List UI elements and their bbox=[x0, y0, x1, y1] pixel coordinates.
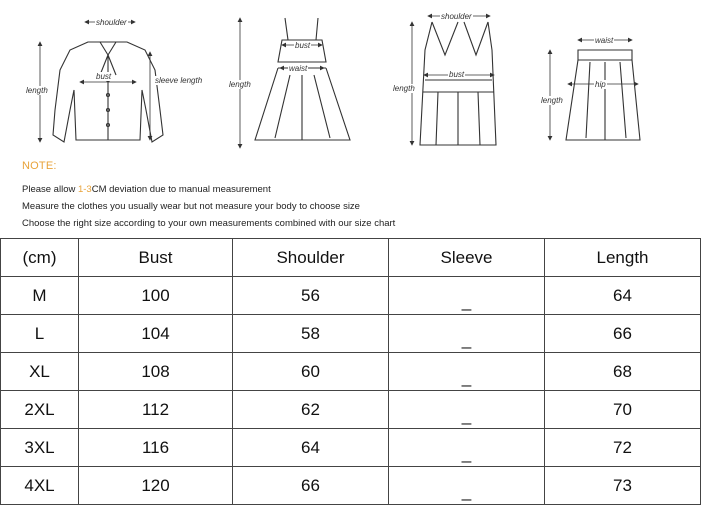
table-row bbox=[1, 467, 701, 505]
label-tank-bust: bust bbox=[449, 70, 465, 79]
cell-length: 72 bbox=[545, 429, 701, 467]
cell-length: 66 bbox=[545, 315, 701, 353]
cell-sleeve bbox=[389, 277, 545, 315]
sleeve-value: _ bbox=[461, 405, 472, 425]
cell-shoulder: 58 bbox=[233, 315, 389, 353]
cell-size: 4XL bbox=[1, 467, 79, 505]
table-row bbox=[1, 391, 701, 429]
label-sleeve-length: sleeve length bbox=[155, 76, 203, 85]
table-header-row bbox=[1, 239, 701, 277]
cell-length: 73 bbox=[545, 467, 701, 505]
label-skirt-length: length bbox=[541, 96, 563, 105]
label-skirt-hip: hip bbox=[595, 80, 606, 89]
cell-length: 68 bbox=[545, 353, 701, 391]
cell-length: 64 bbox=[545, 277, 701, 315]
label-shoulder: shoulder bbox=[96, 18, 127, 27]
label-dress-length: length bbox=[229, 80, 251, 89]
cell-bust: 100 bbox=[79, 277, 233, 315]
cell-sleeve bbox=[389, 429, 545, 467]
note-line-1-after: CM deviation due to manual measurement bbox=[91, 184, 271, 195]
cell-bust: 108 bbox=[79, 353, 233, 391]
note-line-1-highlight: 1-3 bbox=[77, 184, 92, 195]
blouse-arrows bbox=[40, 22, 150, 142]
header-sleeve: Sleeve bbox=[389, 239, 545, 277]
table-row bbox=[1, 353, 701, 391]
cell-sleeve bbox=[389, 315, 545, 353]
cell-shoulder: 64 bbox=[233, 429, 389, 467]
cell-sleeve bbox=[389, 391, 545, 429]
blouse-drawing bbox=[53, 42, 163, 142]
cell-shoulder: 60 bbox=[233, 353, 389, 391]
cell-shoulder: 62 bbox=[233, 391, 389, 429]
size-chart-table bbox=[0, 238, 701, 505]
sleeve-value: _ bbox=[461, 443, 472, 463]
table-row bbox=[1, 429, 701, 467]
label-skirt-waist: waist bbox=[595, 36, 614, 45]
cell-size: XL bbox=[1, 353, 79, 391]
cell-sleeve bbox=[389, 353, 545, 391]
cell-size: 2XL bbox=[1, 391, 79, 429]
table-row bbox=[1, 315, 701, 353]
header-shoulder: Shoulder bbox=[233, 239, 389, 277]
cell-bust: 112 bbox=[79, 391, 233, 429]
cell-bust: 120 bbox=[79, 467, 233, 505]
cell-shoulder: 56 bbox=[233, 277, 389, 315]
note-line-choose: Choose the right size according to your own measurements combined with our size chart bbox=[22, 218, 396, 229]
tank-drawing bbox=[420, 22, 496, 145]
notes-section bbox=[22, 160, 682, 232]
skirt-drawing bbox=[566, 50, 640, 140]
header-length: Length bbox=[545, 239, 701, 277]
note-line-measure: Measure the clothes you usually wear but not measure your body to choose size bbox=[22, 201, 360, 212]
label-dress-waist: waist bbox=[289, 64, 308, 73]
label-tank-length: length bbox=[393, 84, 415, 93]
label-dress-bust: bust bbox=[295, 41, 311, 50]
dress-drawing bbox=[255, 18, 350, 140]
sleeve-value: _ bbox=[461, 329, 472, 349]
cell-length: 70 bbox=[545, 391, 701, 429]
cell-size: M bbox=[1, 277, 79, 315]
note-title: NOTE: bbox=[22, 160, 57, 172]
table-row bbox=[1, 277, 701, 315]
cell-size: 3XL bbox=[1, 429, 79, 467]
measurement-illustration bbox=[0, 0, 702, 238]
header-bust: Bust bbox=[79, 239, 233, 277]
dress-arrows bbox=[240, 18, 324, 148]
header-unit: (cm) bbox=[1, 239, 79, 277]
label-length: length bbox=[26, 86, 48, 95]
note-line-deviation bbox=[22, 181, 682, 198]
label-bust: bust bbox=[96, 72, 112, 81]
sleeve-value: _ bbox=[461, 481, 472, 501]
sleeve-value: _ bbox=[461, 367, 472, 387]
cell-sleeve bbox=[389, 467, 545, 505]
cell-shoulder: 66 bbox=[233, 467, 389, 505]
cell-bust: 116 bbox=[79, 429, 233, 467]
note-line-1-before: Please allow bbox=[22, 184, 78, 195]
label-tank-shoulder: shoulder bbox=[441, 12, 472, 21]
cell-bust: 104 bbox=[79, 315, 233, 353]
cell-size: L bbox=[1, 315, 79, 353]
sleeve-value: _ bbox=[461, 291, 472, 311]
